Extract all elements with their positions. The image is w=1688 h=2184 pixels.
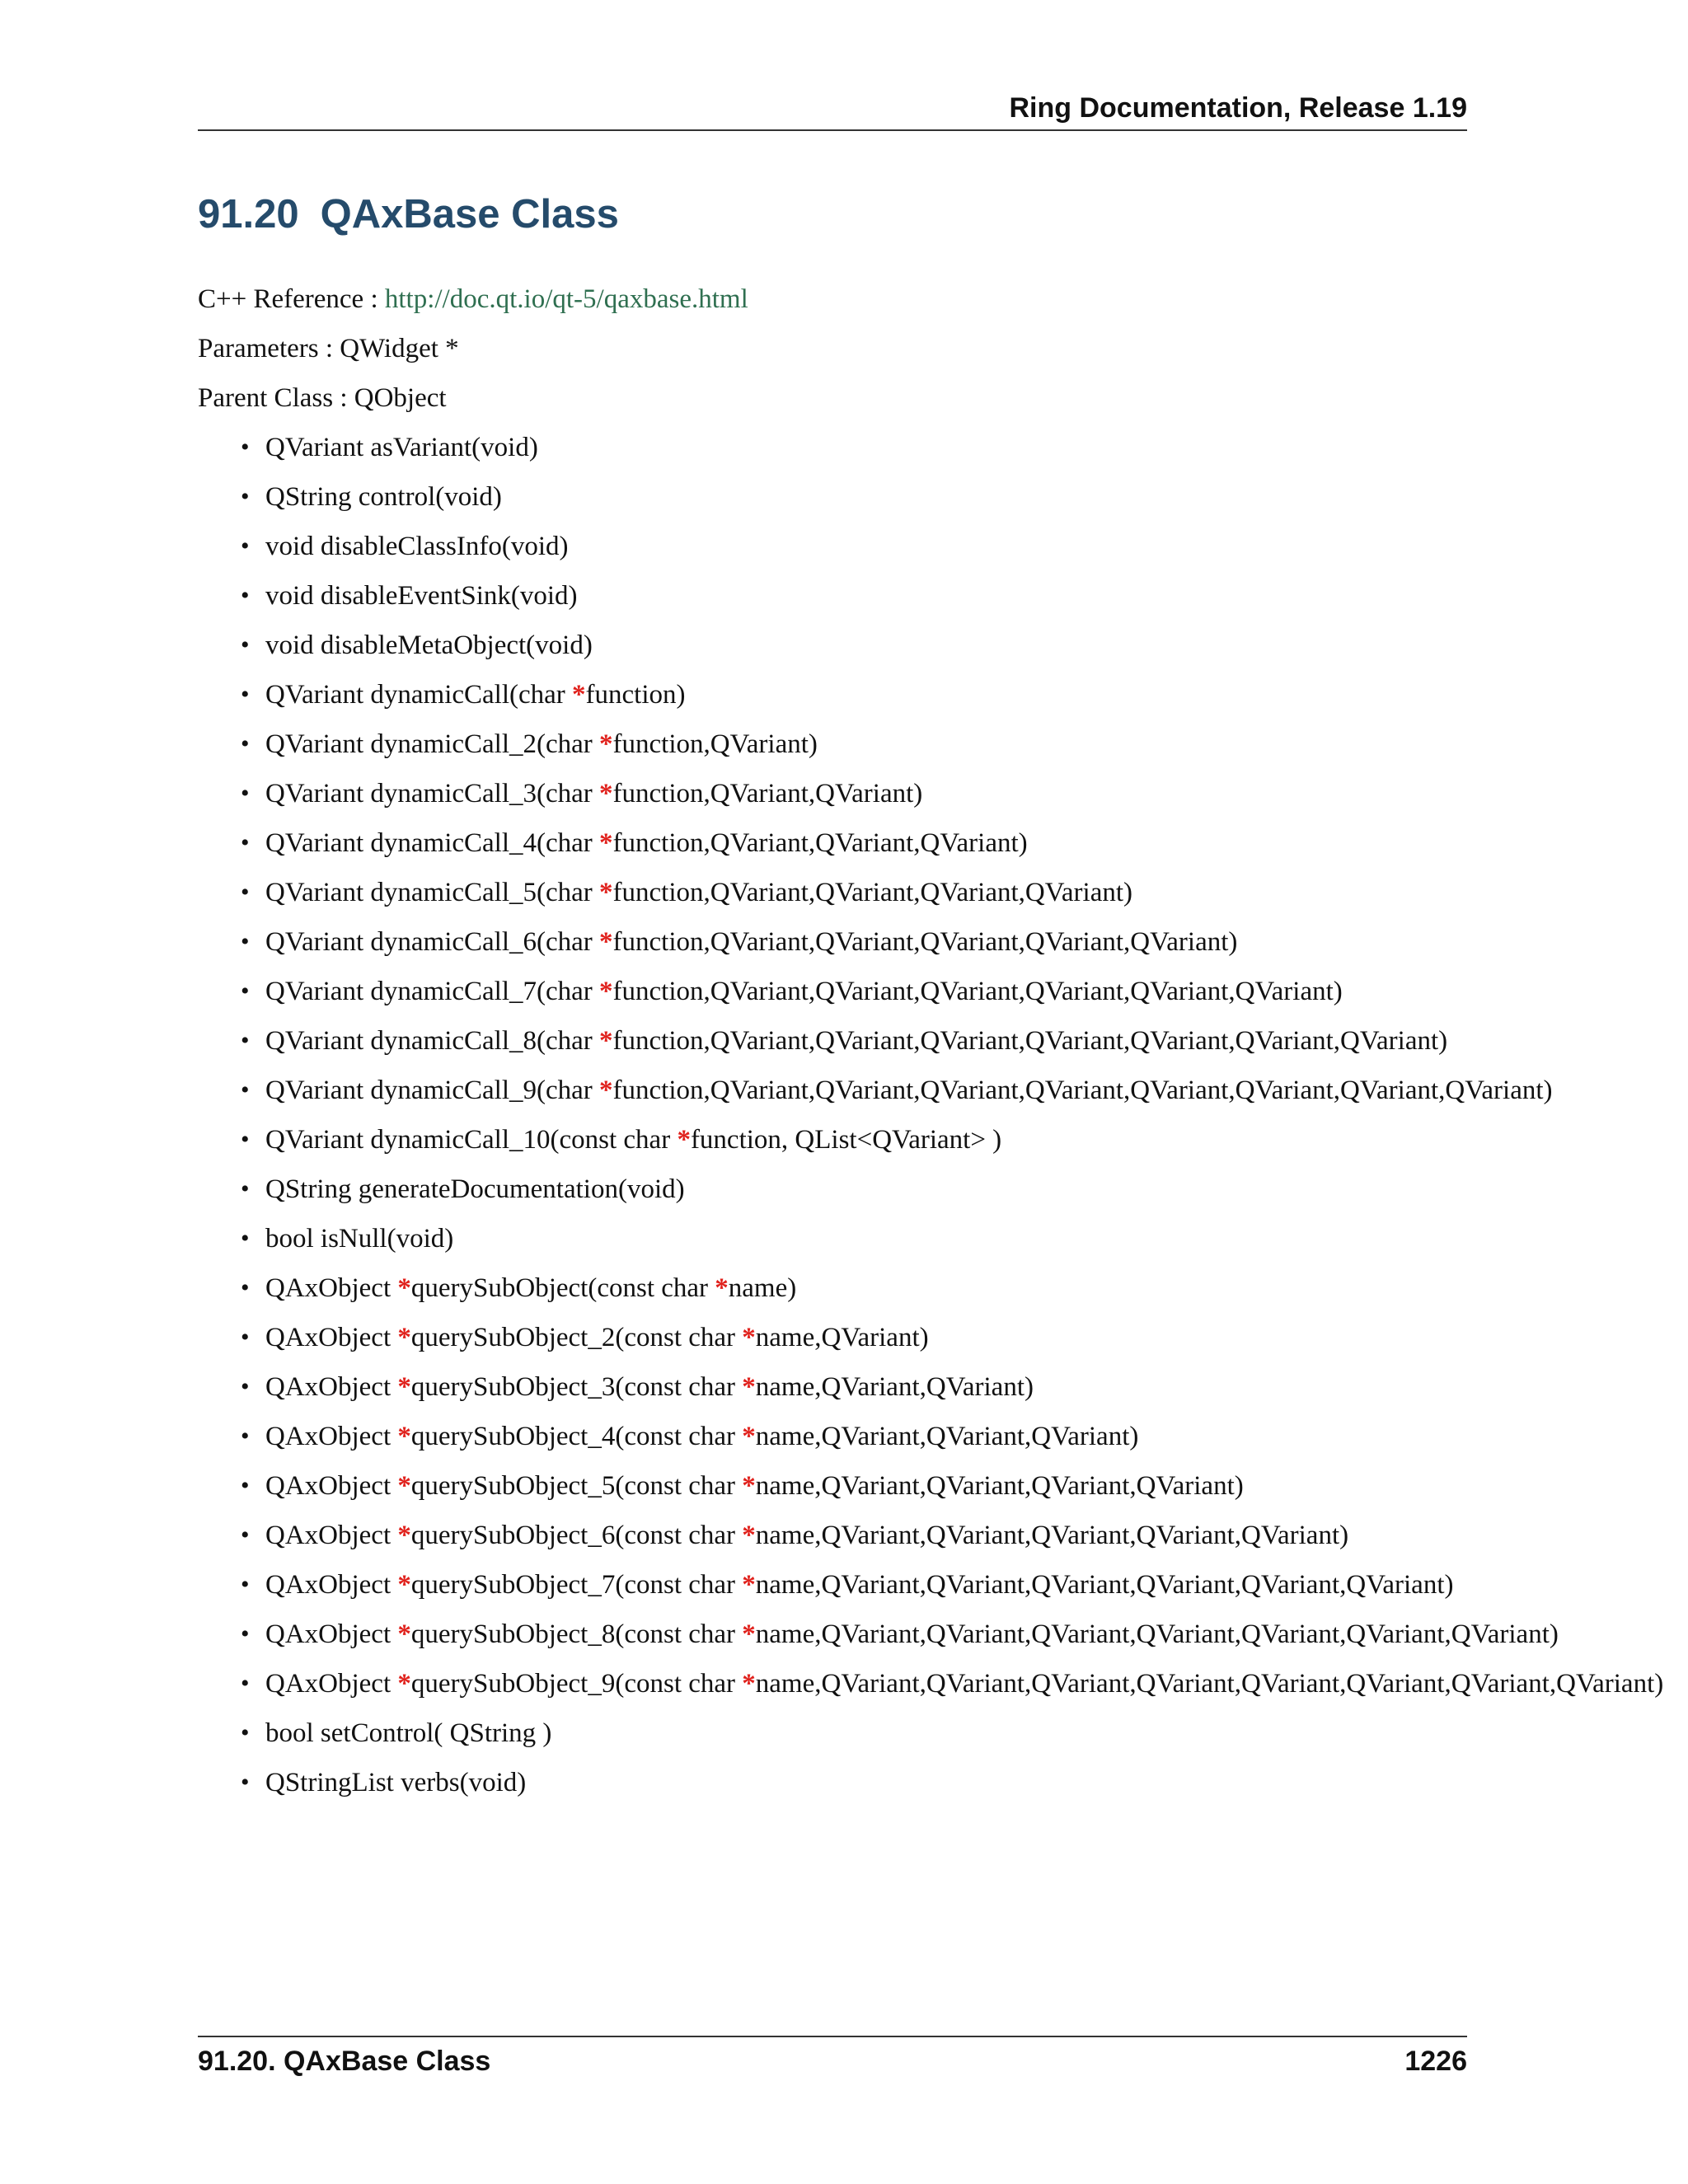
method-item: • QVariant dynamicCall_3(char *function,QVariant,QVariant) xyxy=(239,769,1681,818)
method-item: • QVariant dynamicCall_2(char *function,QVariant) xyxy=(239,719,1681,769)
header-rule xyxy=(198,129,1467,131)
method-item: • QAxObject *querySubObject_4(const char *name,QVariant,QVariant,QVariant) xyxy=(239,1412,1681,1461)
footer-section-label: 91.20. QAxBase Class xyxy=(198,2046,491,2077)
method-item: • void disableClassInfo(void) xyxy=(239,522,1681,571)
footer-rule xyxy=(198,2036,1467,2037)
cpp-reference-label: C++ Reference : xyxy=(198,284,385,314)
section-title-text: QAxBase Class xyxy=(320,192,619,237)
method-item: • QAxObject *querySubObject_6(const char *name,QVariant,QVariant,QVariant,QVariant,QVariant) xyxy=(239,1511,1681,1560)
method-item: • QVariant dynamicCall_7(char *function,QVariant,QVariant,QVariant,QVariant,QVariant,QVariant) xyxy=(239,967,1681,1016)
method-item: • QVariant dynamicCall_9(char *function,QVariant,QVariant,QVariant,QVariant,QVariant,QVariant,QVariant,QVariant) xyxy=(239,1066,1681,1115)
method-item: • QVariant dynamicCall_8(char *function,QVariant,QVariant,QVariant,QVariant,QVariant,QVariant,QVariant) xyxy=(239,1016,1681,1066)
page-number: 1226 xyxy=(1404,2046,1467,2077)
cpp-reference xyxy=(198,284,748,315)
method-item: • bool setControl( QString ) xyxy=(239,1708,1681,1758)
method-item: • bool isNull(void) xyxy=(239,1214,1681,1263)
method-item: • QVariant dynamicCall_4(char *function,QVariant,QVariant,QVariant) xyxy=(239,818,1681,868)
method-item: • QString generateDocumentation(void) xyxy=(239,1165,1681,1214)
method-item: • QAxObject *querySubObject_8(const char *name,QVariant,QVariant,QVariant,QVariant,QVariant,QVariant,QVariant) xyxy=(239,1610,1681,1659)
method-list xyxy=(239,423,1681,1807)
method-item: • QVariant dynamicCall_5(char *function,QVariant,QVariant,QVariant,QVariant) xyxy=(239,868,1681,917)
parameters: Parameters : QWidget * xyxy=(198,334,459,363)
parent-class: Parent Class : QObject xyxy=(198,383,447,413)
method-item: • QVariant asVariant(void) xyxy=(239,423,1681,472)
running-header: Ring Documentation, Release 1.19 xyxy=(1009,92,1467,124)
method-item: • QVariant dynamicCall(char *function) xyxy=(239,670,1681,719)
section-number: 91.20 xyxy=(198,192,299,237)
method-item: • QAxObject *querySubObject_7(const char *name,QVariant,QVariant,QVariant,QVariant,QVariant,QVariant) xyxy=(239,1560,1681,1610)
method-item: • QStringList verbs(void) xyxy=(239,1758,1681,1807)
method-item: • QAxObject *querySubObject_2(const char *name,QVariant) xyxy=(239,1313,1681,1362)
method-item: • QString control(void) xyxy=(239,472,1681,522)
method-item: • QVariant dynamicCall_10(const char *function, QList<QVariant> ) xyxy=(239,1115,1681,1165)
method-item: • QVariant dynamicCall_6(char *function,QVariant,QVariant,QVariant,QVariant,QVariant) xyxy=(239,917,1681,967)
method-item: • QAxObject *querySubObject_5(const char *name,QVariant,QVariant,QVariant,QVariant) xyxy=(239,1461,1681,1511)
method-item: • QAxObject *querySubObject_3(const char *name,QVariant,QVariant) xyxy=(239,1362,1681,1412)
cpp-reference-link[interactable]: http://doc.qt.io/qt-5/qaxbase.html xyxy=(384,284,748,314)
page-footer xyxy=(198,2046,1467,2078)
section-title xyxy=(198,191,619,237)
method-item: • QAxObject *querySubObject_9(const char *name,QVariant,QVariant,QVariant,QVariant,QVariant,QVariant,QVariant,QVariant) xyxy=(239,1659,1681,1708)
method-item: • void disableMetaObject(void) xyxy=(239,621,1681,670)
method-item: • void disableEventSink(void) xyxy=(239,571,1681,621)
method-item: • QAxObject *querySubObject(const char *name) xyxy=(239,1263,1681,1313)
